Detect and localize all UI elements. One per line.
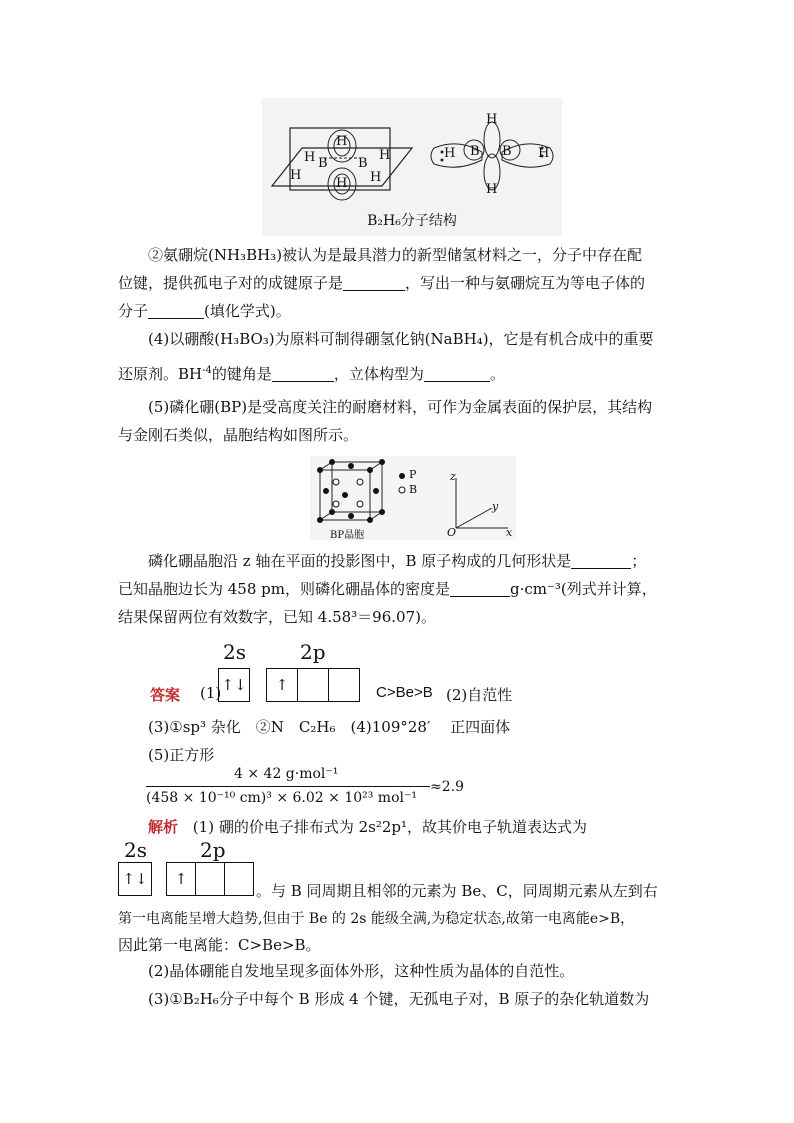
analysis-line: (2)晶体硼能自发地呈现多面体外形，这种性质为晶体的自范性。 [148, 962, 575, 980]
analysis-text: (1) 硼的价电子排布式为 2s²2p¹，故其价电子轨道表达式为 [192, 818, 587, 836]
b2h6-atom-label: H [538, 146, 550, 161]
paragraph-text: g·cm⁻³(列式并计算， [510, 580, 657, 598]
answer-item-1: (1) [200, 684, 222, 702]
b2h6-atom-label: H [486, 112, 498, 127]
b2h6-atom-label: H [444, 146, 456, 161]
paragraph-text: 磷化硼晶胞沿 z 轴在平面的投影图中，B 原子构成的几何形状是 [148, 552, 572, 570]
bp-figure [310, 456, 516, 540]
paragraph-text: 分子 [118, 302, 149, 320]
axis-label-origin: O [447, 526, 457, 539]
legend-label-b: B [409, 483, 418, 496]
answer-line-5: (5)正方形 [148, 746, 215, 764]
answer-blank [450, 580, 510, 597]
axis-label-x: x [506, 526, 513, 539]
answer-label: 答案 [150, 686, 181, 704]
analysis-line: (3)①B₂H₆分子中每个 B 形成 4 个键，无孤电子对，B 原子的杂化轨道数为 [148, 990, 650, 1008]
paragraph-line: 结果保留两位有效数字，已知 4.58³＝96.07)。 [118, 608, 436, 626]
answer-line-3: (3)①sp³ 杂化 ②N C₂H₆ (4)109°28′ 正四面体 [148, 718, 511, 736]
answer-item-2: (2)自范性 [446, 686, 513, 704]
paragraph-line [118, 358, 678, 387]
orbital-box: ↑↓ [118, 862, 152, 896]
analysis-label: 解析 [148, 818, 179, 836]
orbital-box [298, 668, 329, 702]
paragraph-text: ； [631, 552, 647, 570]
b2h6-atom-label: H [379, 148, 391, 163]
b2h6-atom-label: H [336, 134, 348, 149]
b2h6-atom-label: H [290, 168, 302, 183]
orbital-box: ↑ [266, 668, 298, 702]
paragraph-text: (填化学式)。 [204, 302, 291, 320]
b2h6-figure [262, 98, 562, 236]
b2h6-atom-label: H [486, 182, 498, 197]
answer-orbital-2p [266, 668, 360, 702]
b2h6-atom-label: H [336, 176, 348, 191]
b2h6-atom-label: H [370, 170, 382, 185]
analysis-line: 第一电离能呈增大趋势,但由于 Be 的 2s 能级全满,为稳定状态,故第一电离能e>B， [118, 911, 635, 927]
orbital-box [196, 862, 225, 896]
ionization-order: C>Be>B [376, 684, 433, 701]
analysis-orbital-2s [118, 862, 152, 896]
orbital-label-2s: 2s [124, 838, 147, 862]
legend-label-p: P [409, 468, 417, 481]
b2h6-caption: B₂H₆分子结构 [367, 213, 457, 229]
orbital-box: ↑↓ [218, 668, 250, 702]
analysis-line: 因此第一电离能：C>Be>B。 [118, 936, 321, 954]
answer-blank [272, 365, 334, 382]
bp-caption: BP晶胞 [330, 530, 365, 541]
paragraph-text: 位键，提供孤电子对的成键原子是 [118, 274, 344, 292]
answer-blank [571, 552, 631, 569]
orbital-label-2s: 2s [223, 640, 246, 664]
answer-orbital-2s [218, 668, 250, 702]
paragraph-line: ②氨硼烷(NH₃BH₃)被认为是最具潜力的新型储氢材料之一，分子中存在配 [148, 246, 643, 264]
paragraph-line [118, 270, 678, 296]
paragraph-line: (5)磷化硼(BP)是受高度关注的耐磨材料，可作为金属表面的保护层，其结构 [148, 398, 653, 416]
paragraph-text: ，写出一种与氨硼烷互为等电子体的 [405, 274, 646, 292]
paragraph-line [148, 548, 708, 574]
analysis-orbital-2p [166, 862, 254, 896]
b2h6-atom-label: H [304, 150, 316, 165]
answer-blank [424, 365, 490, 382]
b2h6-atom-label: B [470, 144, 480, 159]
b2h6-atom-label: B [318, 156, 328, 171]
axis-label-z: z [450, 470, 456, 483]
orbital-label-2p: 2p [200, 838, 226, 862]
fraction-bar [146, 786, 430, 787]
paragraph-text: 的键角是 [211, 365, 272, 383]
answer-blank [343, 274, 405, 291]
paragraph-text: 已知晶胞边长为 458 pm，则磷化硼晶体的密度是 [118, 580, 450, 598]
ion-superscript: -4 [202, 365, 212, 376]
answer-blank [148, 302, 204, 319]
paragraph-text: ，立体构型为 [333, 365, 424, 383]
paragraph-line [118, 576, 678, 602]
analysis-line [148, 814, 708, 840]
analysis-line: 。与 B 同周期且相邻的元素为 Be、C，同周期元素从左到右 [256, 882, 658, 900]
paragraph-text: 还原剂。BH [118, 365, 203, 383]
density-result: ≈2.9 [430, 779, 464, 795]
b2h6-atom-label: B [358, 156, 368, 171]
density-numerator: 4 × 42 g·mol⁻¹ [234, 766, 339, 782]
orbital-box [225, 862, 254, 896]
paragraph-line [118, 298, 678, 324]
orbital-box [329, 668, 360, 702]
b2h6-atom-label: B [502, 144, 512, 159]
orbital-label-2p: 2p [300, 640, 326, 664]
paragraph-line: (4)以硼酸(H₃BO₃)为原料可制得硼氢化钠(NaBH₄)，它是有机合成中的重要 [148, 330, 654, 348]
paragraph-text: 。 [489, 365, 505, 383]
density-denominator: (458 × 10⁻¹⁰ cm)³ × 6.02 × 10²³ mol⁻¹ [146, 790, 417, 806]
paragraph-line: 与金刚石类似，晶胞结构如图所示。 [118, 426, 359, 444]
orbital-box: ↑ [166, 862, 196, 896]
axis-label-y: y [492, 500, 499, 513]
